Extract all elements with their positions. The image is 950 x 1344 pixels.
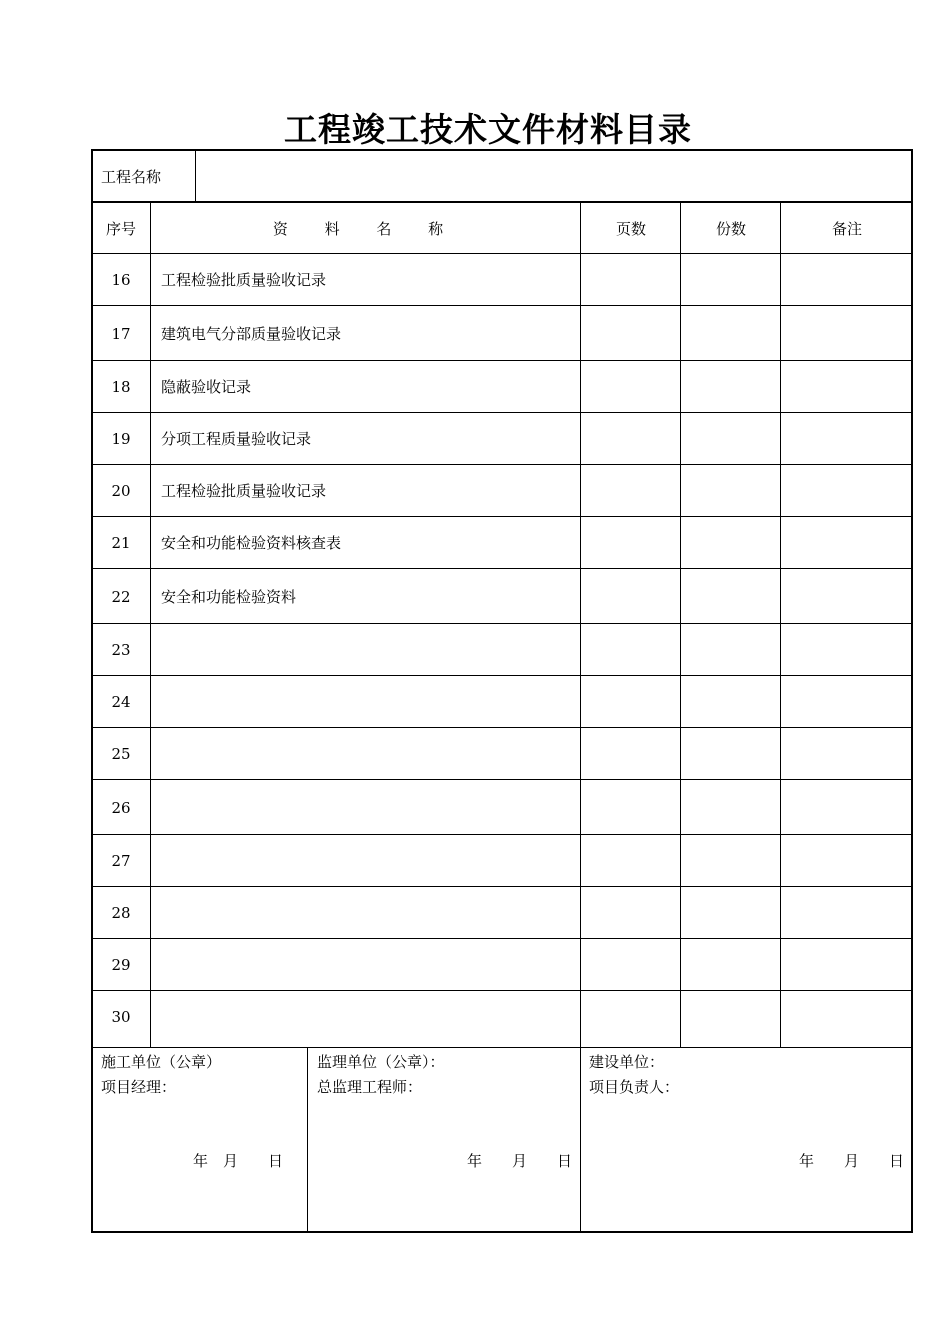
owner-unit-label: 建设单位： [589,1053,665,1071]
row-seq: 19 [111,430,131,448]
construction-manager-label: 项目经理： [101,1078,177,1096]
header-name: 资 料 名 称 [272,220,460,238]
chief-supervisor-label: 总监理工程师： [317,1078,423,1096]
owner-manager-label: 项目负责人： [589,1078,680,1096]
row-seq: 27 [111,852,131,870]
row-seq: 25 [111,745,131,763]
header-pages: 页数 [615,220,646,238]
header-seq: 序号 [105,220,136,238]
row-seq: 30 [111,1008,131,1026]
divider [307,1047,308,1233]
divider [91,727,913,728]
row-name: 工程检验批质量验收记录 [161,271,327,289]
divider [91,464,913,465]
supervision-date: 年 月 日 [467,1152,573,1170]
row-seq: 29 [111,956,131,974]
row-name: 安全和功能检验资料核查表 [161,534,342,552]
row-name: 建筑电气分部质量验收记录 [161,324,342,343]
divider [91,253,913,254]
divider [91,990,913,991]
divider [195,149,196,202]
document-title: 工程竣工技术文件材料目录 [284,110,692,149]
row-name: 工程检验批质量验收记录 [161,482,327,500]
row-name: 分项工程质量验收记录 [161,430,312,448]
divider [91,886,913,887]
construction-date: 年 月 日 [193,1152,284,1170]
row-seq: 17 [111,324,131,343]
row-name: 安全和功能检验资料 [161,587,297,606]
divider [150,202,151,1048]
divider [91,834,913,835]
row-seq: 21 [111,534,131,552]
row-seq: 18 [111,378,131,396]
divider [91,938,913,939]
row-seq: 28 [111,904,131,922]
divider [91,779,913,780]
row-seq: 22 [111,587,131,606]
row-seq: 24 [111,693,131,711]
divider [680,202,681,1048]
header-remarks: 备注 [831,220,862,238]
divider [91,623,913,624]
row-name: 隐蔽验收记录 [161,378,252,396]
catalog-table [91,149,913,1233]
construction-unit-label: 施工单位（公章） [101,1053,222,1071]
divider [91,201,913,203]
row-seq: 26 [111,798,131,817]
row-seq: 23 [111,641,131,659]
divider [91,516,913,517]
divider [91,360,913,361]
divider [91,412,913,413]
row-seq: 20 [111,482,131,500]
divider [780,202,781,1048]
header-copies: 份数 [715,220,746,238]
divider [91,568,913,569]
divider [580,202,581,1233]
supervision-unit-label: 监理单位（公章）： [317,1053,445,1071]
row-seq: 16 [111,271,131,289]
divider [91,675,913,676]
project-name-label: 工程名称 [101,168,162,186]
owner-date: 年 月 日 [799,1152,905,1170]
divider [91,1047,913,1048]
divider [91,305,913,306]
